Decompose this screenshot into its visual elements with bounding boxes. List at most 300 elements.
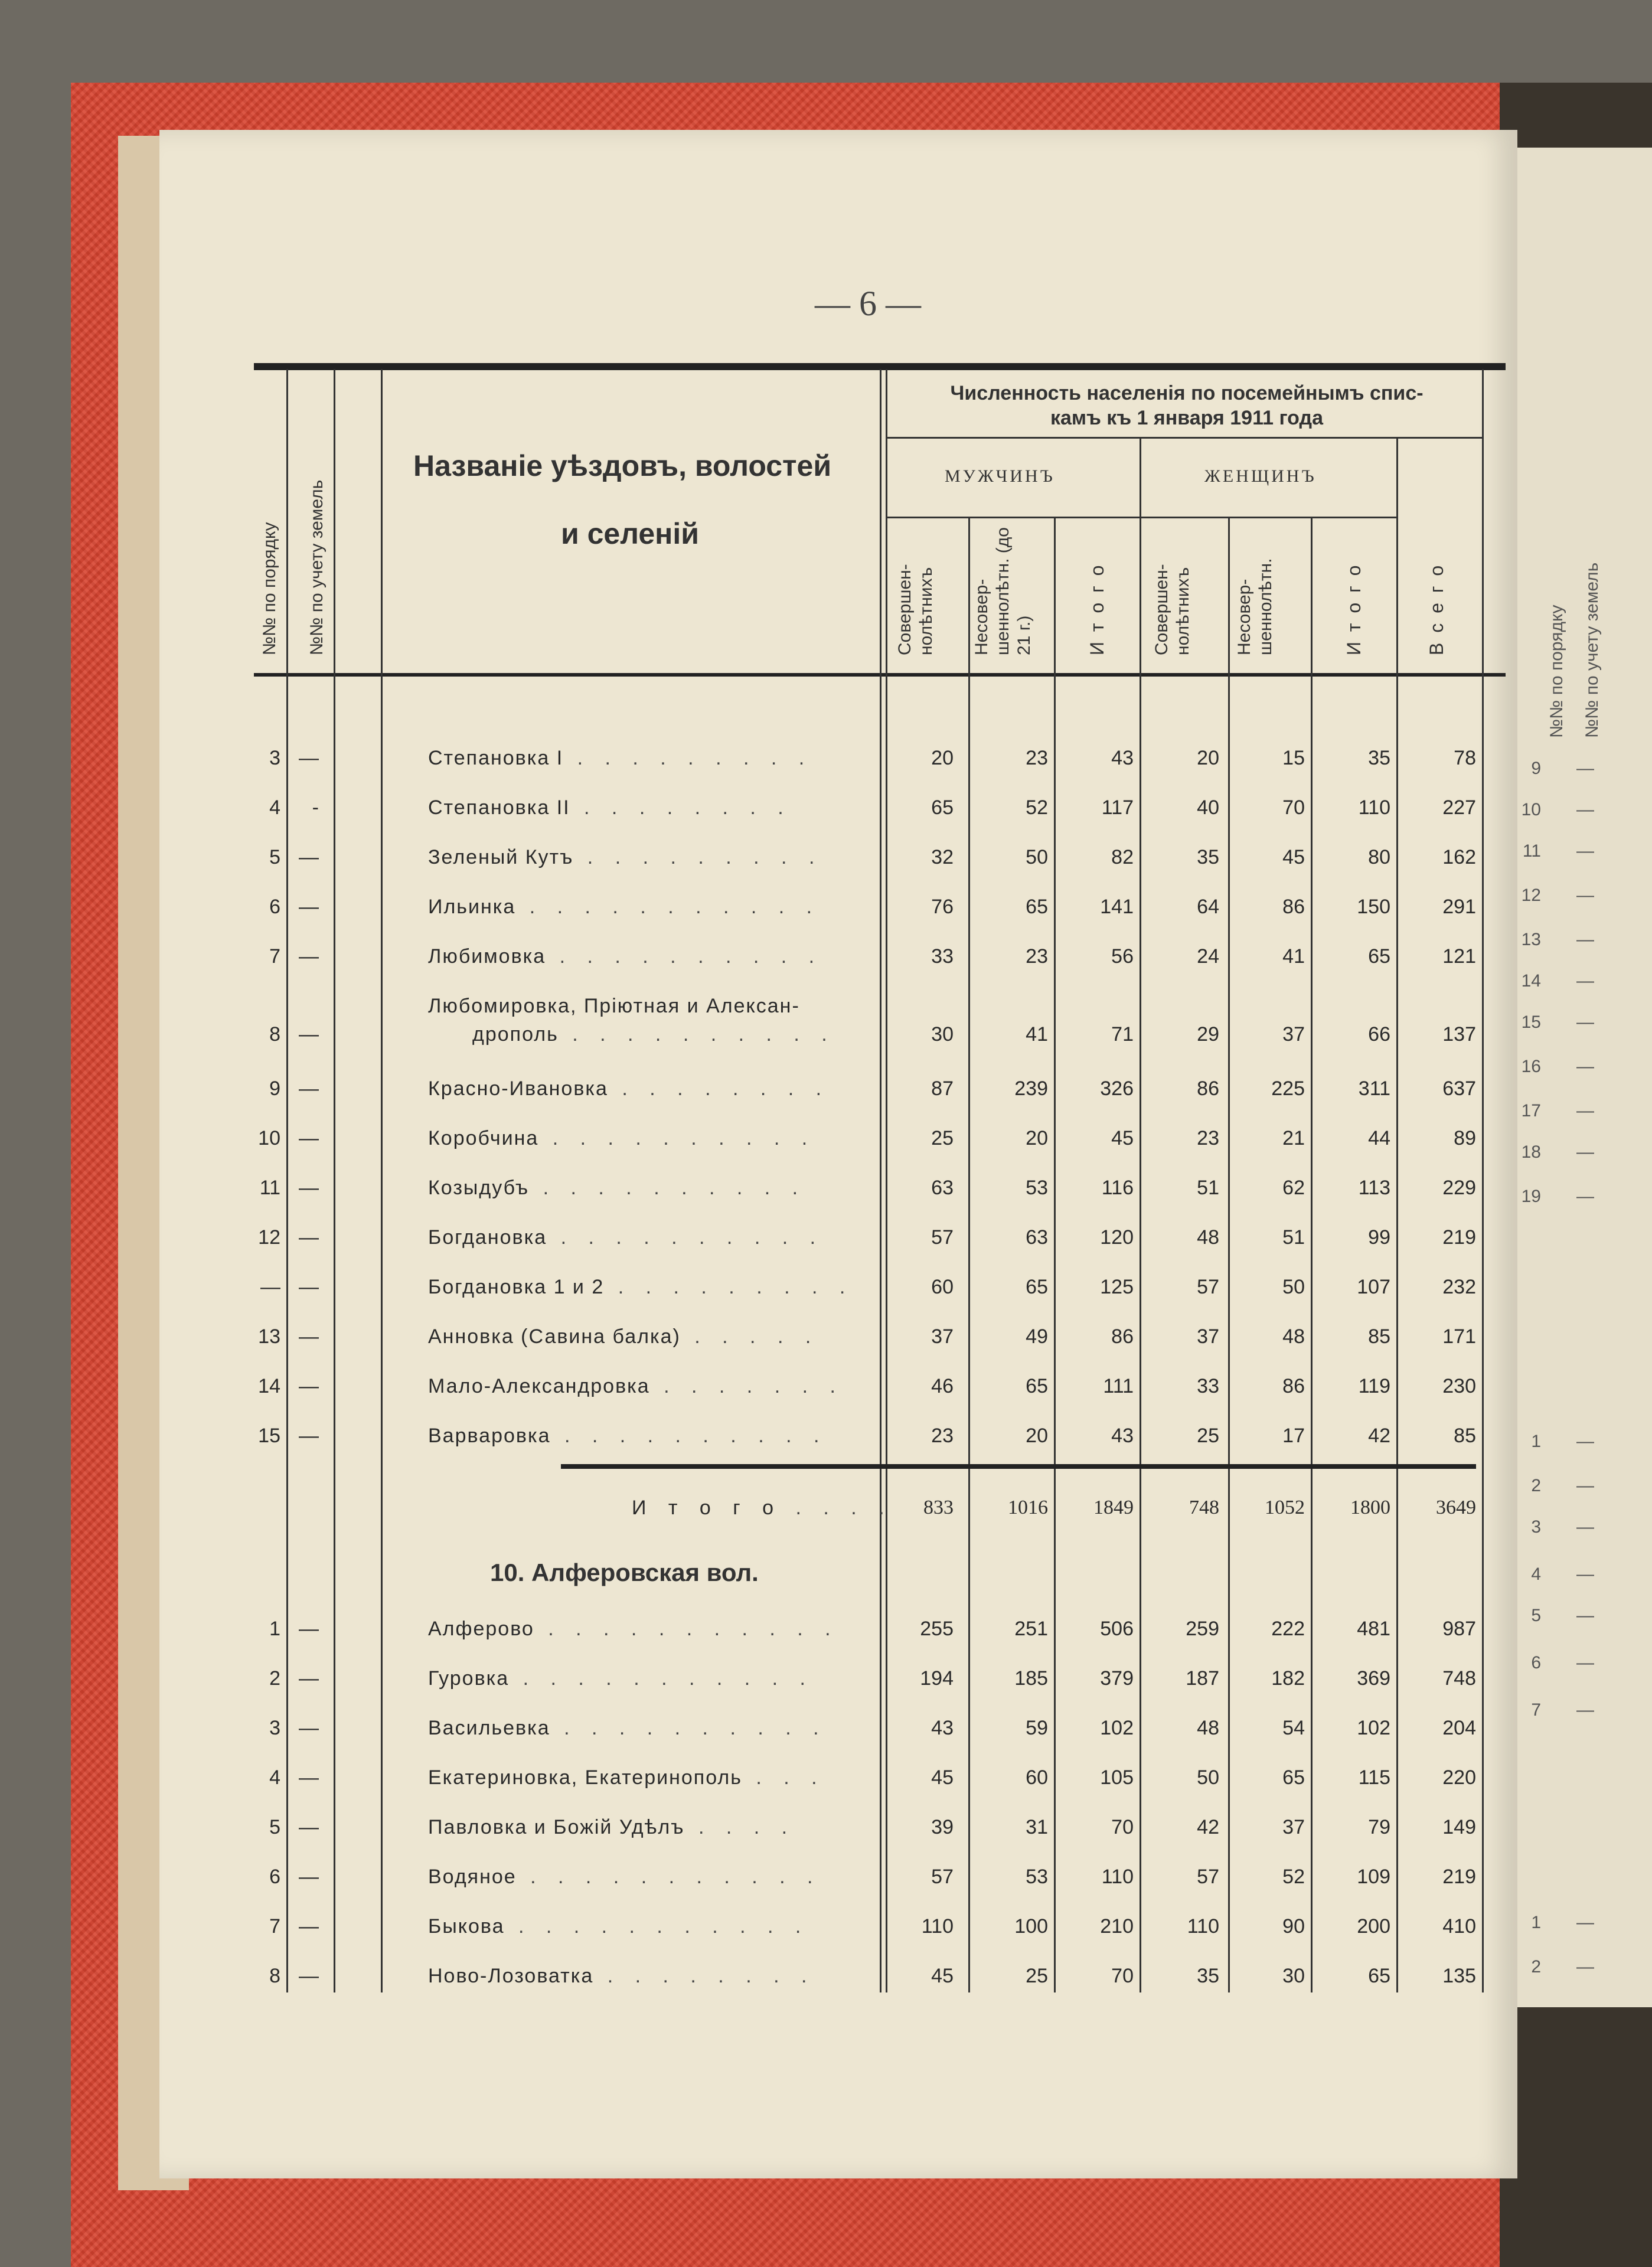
cell-land: — bbox=[299, 1915, 319, 1938]
cell-no: 6 bbox=[269, 896, 280, 918]
cell-no: 13 bbox=[258, 1325, 280, 1348]
facing-row-number: 5 bbox=[1531, 1606, 1541, 1625]
cell-no: 1 bbox=[269, 1618, 280, 1640]
cell-no: 3 bbox=[269, 1717, 280, 1739]
cell-mm: 53 bbox=[1026, 1866, 1048, 1888]
cell-wt: 65 bbox=[1368, 1965, 1390, 1987]
cell-ma: 20 bbox=[931, 747, 954, 769]
name-text: Алферово bbox=[428, 1618, 534, 1640]
name-text: Екатериновка, Екатеринополь bbox=[428, 1766, 742, 1789]
header-col-order: №№ по порядку bbox=[260, 522, 279, 655]
total-rule bbox=[561, 1464, 1476, 1469]
cell-no: 14 bbox=[258, 1375, 280, 1397]
leader-dots: . . . . . . . bbox=[649, 1375, 844, 1397]
leader-dots: . . . . . . . . . bbox=[573, 846, 823, 868]
name-text: Ильинка bbox=[428, 896, 516, 918]
cell-wt: 79 bbox=[1368, 1816, 1390, 1838]
cell-all: 219 bbox=[1442, 1226, 1476, 1249]
cell-wm: 30 bbox=[1282, 1965, 1305, 1987]
cell-mt: 116 bbox=[1101, 1177, 1134, 1199]
cell-wt: 102 bbox=[1357, 1717, 1390, 1739]
cell-name bbox=[428, 1717, 827, 1740]
cell-mm: 23 bbox=[1026, 945, 1048, 968]
name-text: Анновка (Савина балка) bbox=[428, 1325, 681, 1348]
cell-mt: 45 bbox=[1111, 1127, 1134, 1149]
cell-all: 162 bbox=[1442, 846, 1476, 868]
cell-no: 8 bbox=[269, 1023, 280, 1046]
cell-ma: 65 bbox=[931, 796, 954, 819]
cell-wm: 65 bbox=[1282, 1766, 1305, 1789]
cell-ma: 87 bbox=[931, 1077, 954, 1100]
cell-no: 4 bbox=[269, 796, 280, 819]
cell-wa: 64 bbox=[1197, 896, 1219, 918]
table-row bbox=[0, 1766, 1511, 1809]
cell-wa: 35 bbox=[1197, 1965, 1219, 1987]
cell-ma: 60 bbox=[931, 1276, 954, 1298]
header-men: МУЖЧИНЪ bbox=[945, 466, 1055, 486]
name-text: Красно-Ивановка bbox=[428, 1077, 608, 1100]
cell-ma: 30 bbox=[931, 1023, 954, 1046]
leader-dots: . . . . bbox=[782, 1497, 893, 1519]
leader-dots: . . . . . . . . . . bbox=[558, 1023, 835, 1046]
facing-row-dash: — bbox=[1576, 1101, 1594, 1121]
cell-mm: 65 bbox=[1026, 1375, 1048, 1397]
cell-wt: 99 bbox=[1368, 1226, 1390, 1249]
cell-land: — bbox=[299, 1375, 319, 1397]
cell-name: Любомировка, Пріютная и Алексан- bbox=[428, 995, 800, 1017]
cell-wa: 29 bbox=[1197, 1023, 1219, 1046]
cell-mt: 71 bbox=[1111, 1023, 1134, 1046]
cell-wa: 187 bbox=[1186, 1667, 1219, 1690]
cell-wt: 42 bbox=[1368, 1425, 1390, 1447]
cell-wm: 17 bbox=[1282, 1425, 1305, 1447]
table-row bbox=[0, 1177, 1511, 1219]
cell-wt: 115 bbox=[1358, 1766, 1390, 1789]
cell-all: 204 bbox=[1442, 1717, 1476, 1739]
cell-no: 9 bbox=[269, 1077, 280, 1100]
page-number: — 6 — bbox=[815, 284, 921, 323]
cell-wm: 50 bbox=[1282, 1276, 1305, 1298]
cell-name bbox=[428, 1276, 853, 1299]
facing-col-order: №№ по порядку bbox=[1547, 605, 1566, 738]
facing-row-number: 11 bbox=[1522, 841, 1541, 861]
facing-row-number: 9 bbox=[1531, 759, 1541, 778]
cell-land: - bbox=[312, 796, 319, 819]
cell-ma: 110 bbox=[921, 1915, 954, 1938]
cell-wt: 481 bbox=[1357, 1618, 1390, 1640]
section-title: 10. Алферовская вол. bbox=[490, 1559, 759, 1586]
cell-wt: 66 bbox=[1368, 1023, 1390, 1046]
cell-name bbox=[428, 1425, 827, 1448]
cell-all: 291 bbox=[1442, 896, 1476, 918]
cell-mt: 56 bbox=[1111, 945, 1134, 968]
cell-mt: 125 bbox=[1100, 1276, 1134, 1298]
cell-mm: 251 bbox=[1014, 1618, 1048, 1640]
cell-name bbox=[428, 896, 820, 919]
cell-no: 6 bbox=[269, 1866, 280, 1888]
cell-wa: 110 bbox=[1187, 1915, 1219, 1938]
cell-name bbox=[428, 1177, 806, 1200]
facing-row-number: 2 bbox=[1531, 1476, 1541, 1495]
facing-row-dash: — bbox=[1576, 1432, 1594, 1451]
cell-ma: 43 bbox=[931, 1717, 954, 1739]
table-row bbox=[0, 896, 1511, 938]
cell-mt: 506 bbox=[1100, 1618, 1134, 1640]
total-wt: 1800 bbox=[1350, 1497, 1390, 1518]
header-population-line1: Численность населенія по посемейнымъ спис- bbox=[950, 382, 1424, 404]
cell-wa: 42 bbox=[1197, 1816, 1219, 1838]
cell-land: — bbox=[299, 1816, 319, 1838]
table-row bbox=[0, 747, 1511, 789]
leader-dots: . . . bbox=[742, 1766, 825, 1789]
cell-name bbox=[428, 1077, 830, 1100]
cell-mt: 43 bbox=[1111, 747, 1134, 769]
cell-ma: 57 bbox=[931, 1866, 954, 1888]
cell-wt: 113 bbox=[1358, 1177, 1390, 1199]
facing-page bbox=[1511, 148, 1652, 2007]
cell-all: 637 bbox=[1442, 1077, 1476, 1100]
cell-all: 220 bbox=[1442, 1766, 1476, 1789]
facing-row-number: 4 bbox=[1531, 1564, 1541, 1584]
cell-wt: 311 bbox=[1358, 1077, 1390, 1100]
cell-mm: 23 bbox=[1026, 747, 1048, 769]
table-row bbox=[0, 1717, 1511, 1759]
cell-all: 229 bbox=[1442, 1177, 1476, 1199]
cell-land: — bbox=[299, 1077, 319, 1100]
leader-dots: . . . . . . . . . . . bbox=[516, 1866, 821, 1888]
cell-wm: 70 bbox=[1282, 796, 1305, 819]
header-men-total: И т о г о bbox=[1086, 563, 1108, 655]
cell-wm: 37 bbox=[1282, 1816, 1305, 1838]
name-text: Степановка II bbox=[428, 796, 570, 819]
facing-row-dash: — bbox=[1576, 1564, 1594, 1584]
cell-mm: 31 bbox=[1026, 1816, 1048, 1838]
cell-wa: 50 bbox=[1197, 1766, 1219, 1789]
facing-row-number: 10 bbox=[1521, 800, 1541, 819]
cell-land: — bbox=[299, 1226, 319, 1249]
cell-all: 85 bbox=[1454, 1425, 1476, 1447]
name-text: Васильевка bbox=[428, 1717, 550, 1739]
cell-name bbox=[428, 796, 792, 819]
leader-dots: . . . . . . . . . . bbox=[550, 1425, 828, 1447]
cell-wt: 35 bbox=[1368, 747, 1390, 769]
cell-ma: 39 bbox=[931, 1816, 954, 1838]
table-row bbox=[0, 1375, 1511, 1417]
header-women-total: И т о г о bbox=[1343, 563, 1364, 655]
cell-land: — bbox=[299, 1667, 319, 1690]
header-men-adult: Совершен- нолѣтнихъ bbox=[895, 564, 936, 655]
cell-mm: 60 bbox=[1026, 1766, 1048, 1789]
cell-wa: 51 bbox=[1197, 1177, 1219, 1199]
cell-mm: 20 bbox=[1026, 1425, 1048, 1447]
cell-name bbox=[428, 846, 822, 869]
leader-dots: . . . . . . . . . bbox=[563, 747, 813, 769]
cell-no: 8 bbox=[269, 1965, 280, 1987]
facing-row-number: 19 bbox=[1521, 1187, 1541, 1206]
cell-ma: 63 bbox=[931, 1177, 954, 1199]
cell-wt: 80 bbox=[1368, 846, 1390, 868]
cell-mm: 52 bbox=[1026, 796, 1048, 819]
cell-all: 89 bbox=[1454, 1127, 1476, 1149]
name-text: Любимовка bbox=[428, 945, 546, 968]
cell-no: 5 bbox=[269, 1816, 280, 1838]
leader-dots: . . . . . . . . bbox=[608, 1077, 830, 1100]
table-row bbox=[0, 1325, 1511, 1368]
facing-row-number: 18 bbox=[1521, 1142, 1541, 1162]
cell-all: 219 bbox=[1442, 1866, 1476, 1888]
facing-row-number: 1 bbox=[1531, 1913, 1541, 1932]
facing-row-dash: — bbox=[1576, 800, 1594, 819]
cell-land: — bbox=[299, 1965, 319, 1987]
cell-wt: 200 bbox=[1357, 1915, 1390, 1938]
cell-land: — bbox=[299, 747, 319, 769]
cell-name-cont bbox=[472, 1023, 835, 1046]
cell-mt: 379 bbox=[1100, 1667, 1134, 1690]
cell-name bbox=[428, 1816, 795, 1839]
cell-land: — bbox=[299, 1766, 319, 1789]
name-text: Быкова bbox=[428, 1915, 505, 1938]
facing-row-dash: — bbox=[1576, 930, 1594, 949]
cell-mt: 120 bbox=[1100, 1226, 1134, 1249]
leader-dots: . . . . . . . . bbox=[593, 1965, 815, 1987]
table-row bbox=[0, 1667, 1511, 1710]
total-mt: 1849 bbox=[1093, 1497, 1134, 1518]
facing-row-dash: — bbox=[1576, 1957, 1594, 1977]
cell-ma: 194 bbox=[920, 1667, 954, 1690]
total-all: 3649 bbox=[1436, 1497, 1476, 1518]
cell-all: 135 bbox=[1442, 1965, 1476, 1987]
cell-land: — bbox=[299, 1425, 319, 1447]
cell-no: 10 bbox=[258, 1127, 280, 1149]
cell-name bbox=[428, 1618, 839, 1641]
cell-name bbox=[428, 1375, 844, 1398]
leader-dots: . . . . bbox=[684, 1816, 796, 1838]
cell-wm: 225 bbox=[1271, 1077, 1305, 1100]
facing-row-dash: — bbox=[1576, 759, 1594, 778]
cell-wm: 182 bbox=[1271, 1667, 1305, 1690]
cell-land: — bbox=[299, 1618, 319, 1640]
cell-wm: 37 bbox=[1282, 1023, 1305, 1046]
cell-mm: 239 bbox=[1014, 1077, 1048, 1100]
facing-row-number: 2 bbox=[1531, 1957, 1541, 1977]
cell-ma: 46 bbox=[931, 1375, 954, 1397]
cell-name bbox=[428, 1766, 825, 1789]
header-women-adult: Совершен- нолѣтнихъ bbox=[1152, 564, 1193, 655]
leader-dots: . . . . . . . . . . bbox=[550, 1717, 827, 1739]
cell-wa: 23 bbox=[1197, 1127, 1219, 1149]
cell-no: 2 bbox=[269, 1667, 280, 1690]
facing-row-dash: — bbox=[1576, 1012, 1594, 1032]
facing-row-number: 13 bbox=[1521, 930, 1541, 949]
cell-ma: 255 bbox=[920, 1618, 954, 1640]
header-women-minor: Несовер- шеннолѣтн. bbox=[1235, 558, 1275, 655]
facing-row-number: 7 bbox=[1531, 1700, 1541, 1720]
cell-all: 149 bbox=[1442, 1816, 1476, 1838]
cell-ma: 25 bbox=[931, 1127, 954, 1149]
cell-no: 3 bbox=[269, 747, 280, 769]
table-row bbox=[0, 1965, 1511, 2007]
facing-row-dash: — bbox=[1576, 1187, 1594, 1206]
cell-wm: 48 bbox=[1282, 1325, 1305, 1348]
cell-wm: 45 bbox=[1282, 846, 1305, 868]
cell-name bbox=[428, 945, 822, 968]
header-all: В с е г о bbox=[1426, 563, 1447, 655]
cell-name bbox=[428, 1127, 815, 1150]
cell-wm: 41 bbox=[1282, 945, 1305, 968]
cell-wm: 52 bbox=[1282, 1866, 1305, 1888]
facing-row-number: 15 bbox=[1521, 1012, 1541, 1032]
cell-mt: 70 bbox=[1111, 1816, 1134, 1838]
cell-wa: 25 bbox=[1197, 1425, 1219, 1447]
leader-dots: . . . . . . . . . . . bbox=[509, 1667, 814, 1690]
header-subrule bbox=[886, 517, 1396, 518]
header-women: ЖЕНЩИНЪ bbox=[1204, 466, 1317, 486]
facing-row-dash: — bbox=[1576, 971, 1594, 991]
name-text: Варваровка bbox=[428, 1425, 551, 1447]
cell-no: 7 bbox=[269, 1915, 280, 1938]
cell-name bbox=[428, 1866, 821, 1889]
cell-mt: 117 bbox=[1101, 796, 1134, 819]
facing-col-land: №№ по учету земель bbox=[1582, 562, 1602, 738]
cell-ma: 23 bbox=[931, 1425, 954, 1447]
name-text: Богдановка 1 и 2 bbox=[428, 1276, 605, 1298]
cell-wa: 33 bbox=[1197, 1375, 1219, 1397]
cell-wa: 40 bbox=[1197, 796, 1219, 819]
cell-all: 410 bbox=[1442, 1915, 1476, 1938]
name-text: Ново-Лозоватка bbox=[428, 1965, 594, 1987]
leader-dots: . . . . . . . . . . . bbox=[515, 896, 821, 918]
cell-wt: 369 bbox=[1357, 1667, 1390, 1690]
name-text: Зеленый Кутъ bbox=[428, 846, 574, 868]
cell-wa: 37 bbox=[1197, 1325, 1219, 1348]
cell-mm: 50 bbox=[1026, 846, 1048, 868]
cell-mm: 59 bbox=[1026, 1717, 1048, 1739]
name-text: Водяное bbox=[428, 1866, 517, 1888]
cell-wt: 110 bbox=[1358, 796, 1390, 819]
cell-all: 232 bbox=[1442, 1276, 1476, 1298]
name-text: Павловка и Божій Удѣлъ bbox=[428, 1816, 685, 1838]
cell-wm: 90 bbox=[1282, 1915, 1305, 1938]
cell-no: 15 bbox=[258, 1425, 280, 1447]
cell-wa: 48 bbox=[1197, 1226, 1219, 1249]
cell-name bbox=[428, 747, 812, 770]
cell-name bbox=[428, 1226, 824, 1249]
cell-no: 7 bbox=[269, 945, 280, 968]
cell-mt: 111 bbox=[1103, 1375, 1134, 1397]
cell-land: — bbox=[299, 1717, 319, 1739]
facing-row-dash: — bbox=[1576, 1142, 1594, 1162]
cell-ma: 76 bbox=[931, 896, 954, 918]
cell-mm: 25 bbox=[1026, 1965, 1048, 1987]
cell-wm: 86 bbox=[1282, 1375, 1305, 1397]
header-population-line2: камъ къ 1 января 1911 года bbox=[1050, 407, 1323, 429]
cell-all: 748 bbox=[1442, 1667, 1476, 1690]
cell-wt: 44 bbox=[1368, 1127, 1390, 1149]
name-text: Богдановка bbox=[428, 1226, 547, 1249]
cell-all: 171 bbox=[1442, 1325, 1476, 1348]
facing-row-number: 12 bbox=[1521, 886, 1541, 905]
cell-no: 12 bbox=[258, 1226, 280, 1249]
leader-dots: . . . . . . . . . . . bbox=[534, 1618, 839, 1640]
table-row bbox=[0, 1276, 1511, 1318]
cell-all: 137 bbox=[1442, 1023, 1476, 1046]
cell-mt: 102 bbox=[1100, 1717, 1134, 1739]
cell-wm: 86 bbox=[1282, 896, 1305, 918]
table-row bbox=[0, 1915, 1511, 1958]
cell-wa: 57 bbox=[1197, 1276, 1219, 1298]
leader-dots: . . . . . . . . . . bbox=[547, 1226, 824, 1249]
cell-wa: 20 bbox=[1197, 747, 1219, 769]
header-col-land: №№ по учету земель bbox=[307, 479, 327, 655]
leader-dots: . . . . . . . . . . bbox=[529, 1177, 807, 1199]
header-title-line1: Названіе уѣздовъ, волостей bbox=[413, 449, 832, 482]
total-ma: 833 bbox=[923, 1497, 954, 1518]
cell-ma: 32 bbox=[931, 846, 954, 868]
facing-row-number: 3 bbox=[1531, 1517, 1541, 1537]
name-text: Коробчина bbox=[428, 1127, 539, 1149]
cell-mt: 105 bbox=[1100, 1766, 1134, 1789]
cell-wa: 86 bbox=[1197, 1077, 1219, 1100]
cell-all: 78 bbox=[1454, 747, 1476, 769]
cell-wt: 65 bbox=[1368, 945, 1390, 968]
cell-land: — bbox=[299, 896, 319, 918]
cell-ma: 45 bbox=[931, 1965, 954, 1987]
table-row bbox=[0, 1127, 1511, 1170]
cell-wt: 109 bbox=[1357, 1866, 1390, 1888]
leader-dots: . . . . . bbox=[680, 1325, 820, 1348]
cell-wt: 85 bbox=[1368, 1325, 1390, 1348]
cell-mm: 41 bbox=[1026, 1023, 1048, 1046]
cell-land: — bbox=[299, 945, 319, 968]
facing-row-dash: — bbox=[1576, 1913, 1594, 1932]
cell-mt: 43 bbox=[1111, 1425, 1134, 1447]
cell-wm: 15 bbox=[1282, 747, 1305, 769]
cell-all: 121 bbox=[1442, 945, 1476, 968]
leader-dots: . . . . . . . . . . bbox=[546, 945, 823, 968]
total-row bbox=[0, 1497, 1511, 1539]
cell-mt: 210 bbox=[1100, 1915, 1134, 1938]
facing-row-dash: — bbox=[1576, 1476, 1594, 1495]
cell-name bbox=[428, 1667, 814, 1690]
cell-no: 5 bbox=[269, 846, 280, 868]
header-title-line2: и селеній bbox=[561, 517, 699, 550]
cell-land: — bbox=[299, 1276, 319, 1298]
cell-ma: 45 bbox=[931, 1766, 954, 1789]
total-mm: 1016 bbox=[1008, 1497, 1048, 1518]
table-row bbox=[0, 1618, 1511, 1660]
facing-row-number: 17 bbox=[1521, 1101, 1541, 1121]
name-text: Степановка I bbox=[428, 747, 564, 769]
cell-no: — bbox=[260, 1276, 280, 1298]
cell-no: 4 bbox=[269, 1766, 280, 1789]
cell-land: — bbox=[299, 1866, 319, 1888]
cell-name bbox=[428, 1325, 819, 1348]
cell-mt: 326 bbox=[1100, 1077, 1134, 1100]
cell-wt: 150 bbox=[1357, 896, 1390, 918]
name-text: Козыдубъ bbox=[428, 1177, 530, 1199]
cell-ma: 33 bbox=[931, 945, 954, 968]
facing-row-dash: — bbox=[1576, 1057, 1594, 1076]
header-population bbox=[892, 381, 1482, 430]
cell-all: 987 bbox=[1442, 1618, 1476, 1640]
cell-mm: 100 bbox=[1014, 1915, 1048, 1938]
table-row bbox=[0, 1866, 1511, 1908]
cell-mm: 185 bbox=[1014, 1667, 1048, 1690]
cell-wa: 48 bbox=[1197, 1717, 1219, 1739]
cell-wm: 222 bbox=[1271, 1618, 1305, 1640]
table-row bbox=[0, 995, 1511, 1066]
table-row bbox=[0, 1425, 1511, 1467]
